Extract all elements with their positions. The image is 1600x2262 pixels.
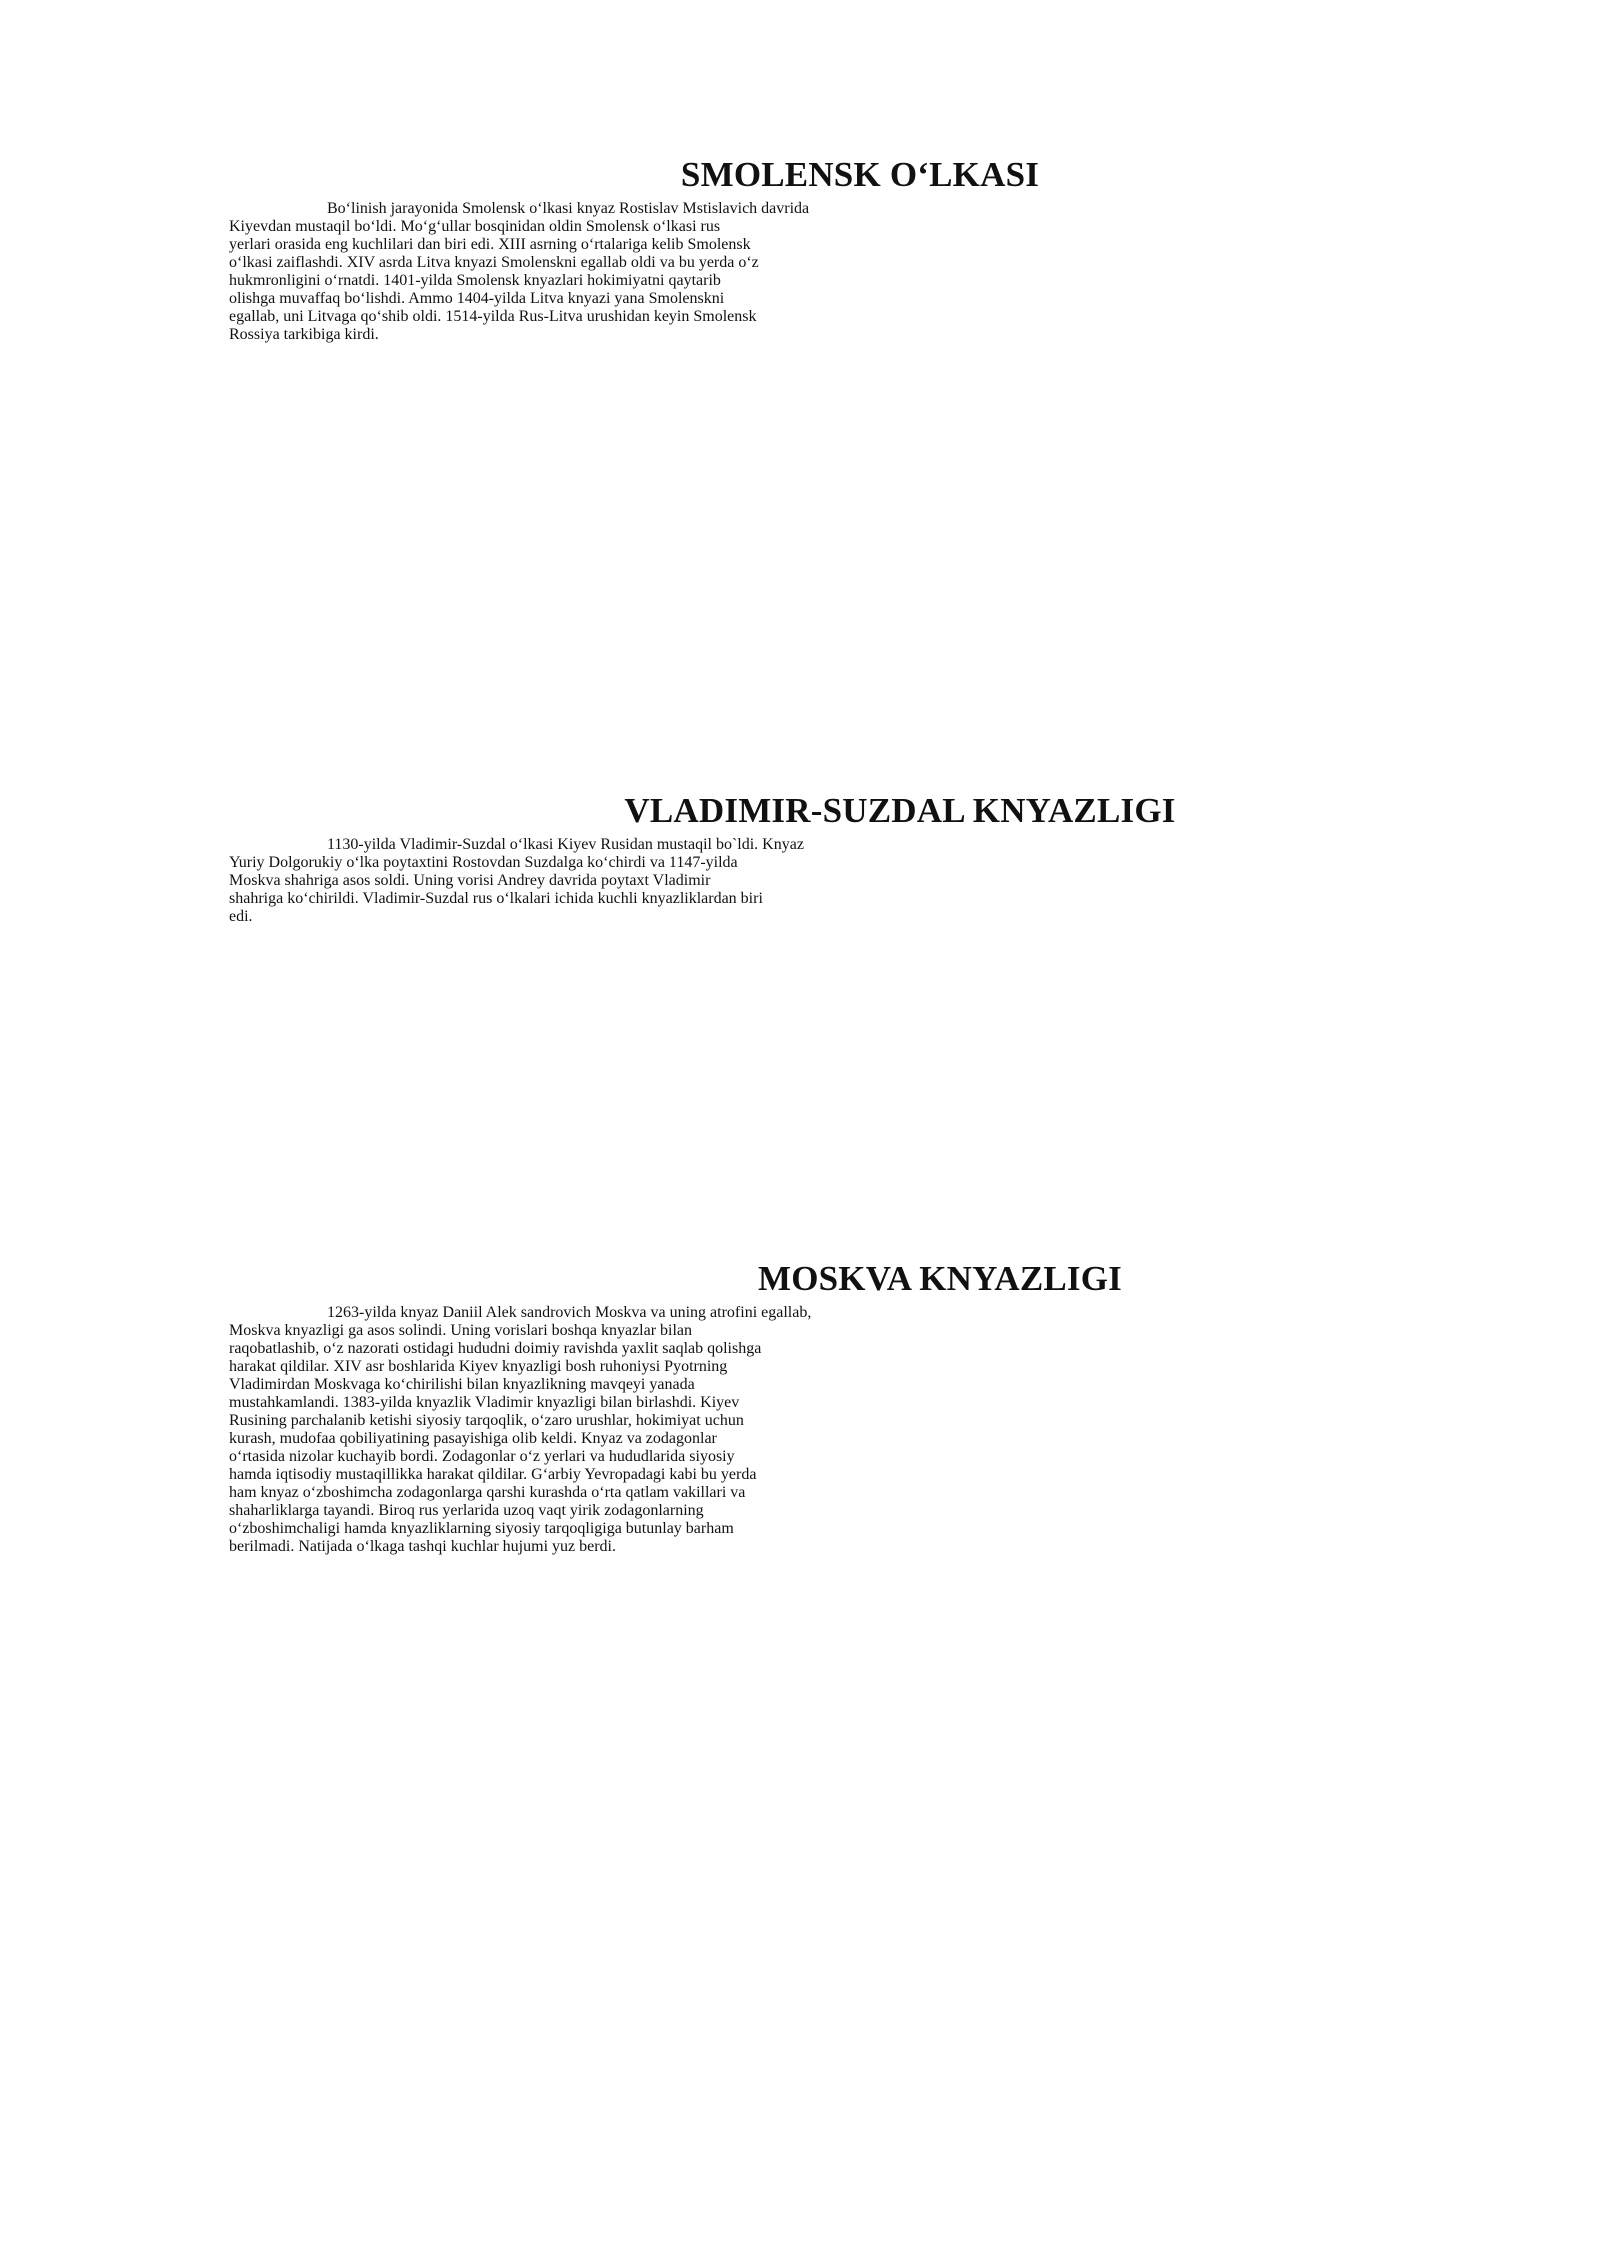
text-line: Moskva knyazligi ga asos solindi. Uning vorislari boshqa knyazlar bilan [229, 1322, 693, 1339]
text-line: egallab, uni Litvaga qo‘shib oldi. 1514-yilda Rus-Litva urushidan keyin Smolensk [229, 308, 757, 325]
text-line: Rusining parchalanib ketishi siyosiy tarqoqlik, o‘zaro urushlar, hokimiyat uchun [229, 1412, 744, 1429]
text-line: ham knyaz o‘zboshimcha zodagonlarga qarshi kurashda o‘rta qatlam vakillari va [229, 1484, 746, 1501]
text-line: yerlari orasida eng kuchlilari dan biri edi. XIII asrning o‘rtalariga kelib Smolensk [229, 236, 751, 253]
text-line: 1263-yilda knyaz Daniil Alek sandrovich Moskva va uning atrofini egallab, [327, 1304, 812, 1321]
text-line: edi. [229, 908, 253, 925]
text-line: Kiyevdan mustaqil bo‘ldi. Mo‘g‘ullar bosqinidan oldin Smolensk o‘lkasi rus [229, 218, 721, 235]
section-body [229, 1304, 1491, 1556]
text-line: Bo‘linish jarayonida Smolensk o‘lkasi knyaz Rostislav Mstislavich davrida [327, 200, 810, 217]
text-line: olishga muvaffaq bo‘lishdi. Ammo 1404-yilda Litva knyazi yana Smolenskni [229, 290, 725, 307]
text-line: raqobatlashib, o‘z nazorati ostidagi hududni doimiy ravishda yaxlit saqlab qolishga [229, 1340, 762, 1357]
text-line: kurash, mudofaa qobiliyatining pasayishiga olib keldi. Knyaz va zodagonlar [229, 1430, 717, 1447]
text-line: o‘lkasi zaiflashdi. XIV asrda Litva knyazi Smolenskni egallab oldi va bu yerda o‘z [229, 254, 759, 271]
text-line: berilmadi. Natijada o‘lkaga tashqi kuchlar hujumi yuz berdi. [229, 1538, 616, 1555]
text-line: mustahkamlandi. 1383-yilda knyazlik Vladimir knyazligi bilan birlashdi. Kiyev [229, 1394, 740, 1411]
text-line: Moskva shahriga asos soldi. Uning vorisi Andrey davrida poytaxt Vladimir [229, 872, 711, 889]
text-line: o‘zboshimchaligi hamda knyazliklarning siyosiy tarqoqligiga butunlay barham [229, 1520, 734, 1537]
text-line: Yuriy Dolgorukiy o‘lka poytaxtini Rostovdan Suzdalga ko‘chirdi va 1147-yilda [229, 854, 738, 871]
section-title: VLADIMIR-SUZDAL KNYAZLIGI [624, 791, 1176, 830]
section-moskva [229, 1254, 1491, 1556]
text-line: hukmronligini o‘rnatdi. 1401-yilda Smolensk knyazlari hokimiyatni qaytarib [229, 272, 721, 289]
section-smolensk [229, 150, 1491, 344]
text-line: shaharliklarga tayandi. Biroq rus yerlarida uzoq vaqt yirik zodagonlarning [229, 1502, 704, 1519]
text-line: shahriga ko‘chirildi. Vladimir-Suzdal rus o‘lkalari ichida kuchli knyazliklardan biri [229, 890, 763, 907]
text-line: Vladimirdan Moskvaga ko‘chirilishi bilan knyazlikning mavqeyi yanada [229, 1376, 695, 1393]
section-body [229, 200, 1491, 344]
section-body [229, 836, 1491, 926]
section-title: MOSKVA KNYAZLIGI [757, 1259, 1122, 1298]
text-line: Rossiya tarkibiga kirdi. [229, 326, 379, 343]
text-line: 1130-yilda Vladimir-Suzdal o‘lkasi Kiyev Rusidan mustaqil bo`ldi. Knyaz [327, 836, 804, 853]
text-line: hamda iqtisodiy mustaqillikka harakat qildilar. G‘arbiy Yevropadagi kabi bu yerda [229, 1466, 757, 1483]
text-line: harakat qildilar. XIV asr boshlarida Kiyev knyazligi bosh ruhoniysi Pyotrning [229, 1358, 728, 1375]
section-vladimir-suzdal [229, 786, 1491, 926]
text-line: o‘rtasida nizolar kuchayib bordi. Zodagonlar o‘z yerlari va hududlarida siyosiy [229, 1448, 735, 1465]
section-title: SMOLENSK O‘LKASI [680, 155, 1040, 194]
